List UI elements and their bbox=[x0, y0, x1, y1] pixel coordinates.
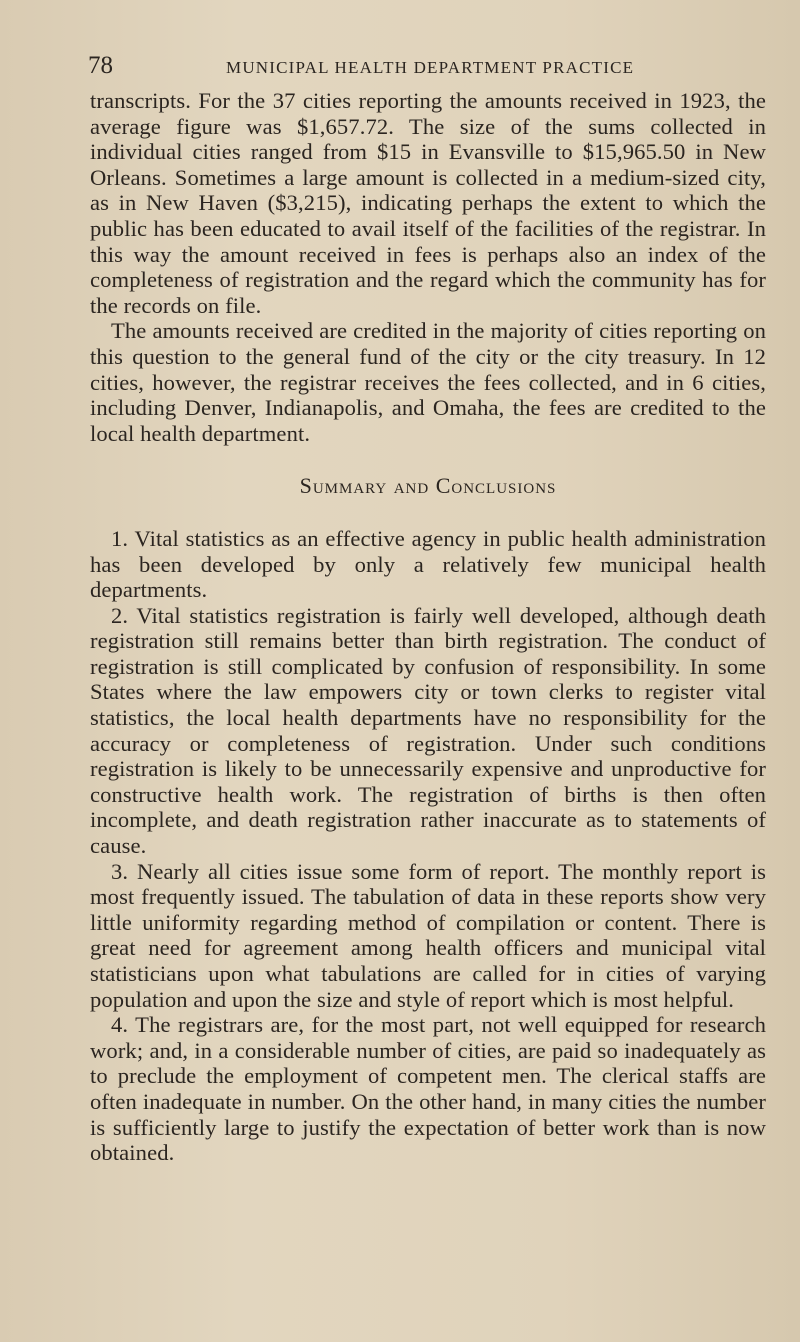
paragraph-fees-amounts: transcripts. For the 37 cities reporting the amounts received in 1923, the average figure was $1,657.72. The size of the sums collected in individual cities ranged from $15 in Evansville to $15,965.50 in New Orleans. Sometimes a large amount is collected in a medium-sized city, as in New Haven ($3,215), indicating perhaps the extent to which the public has been educated to avail itself of the facilities of the registrar. In this way the amount received in fees is perhaps also an index of the completeness of registration and the regard which the community has for the records on file. bbox=[90, 88, 766, 318]
conclusion-item-4: 4. The registrars are, for the most part, not well equipped for research work; and, in a considerable number of cities, are paid so inadequately as to preclude the employment of competent men. The clerical staffs are often inadequate in number. On the other hand, in many cities the number is sufficiently large to justify the expectation of better work than is now obtained. bbox=[90, 1012, 766, 1166]
body-text bbox=[90, 88, 766, 1166]
conclusion-item-1: 1. Vital statistics as an effective agency in public health administration has been developed by only a relatively few municipal health departments. bbox=[90, 525, 766, 603]
running-head bbox=[90, 52, 766, 82]
section-heading: Summary and Conclusions bbox=[299, 473, 557, 499]
paragraph-fees-credited: The amounts received are credited in the majority of cities reporting on this question to the general fund of the city or the city treasury. In 12 cities, however, the registrar receives the fees collected, and in 6 cities, including Denver, Indianapolis, and Omaha, the fees are credited to the local health department. bbox=[90, 318, 766, 446]
conclusion-item-2: 2. Vital statistics registration is fairly well developed, although death registration still remains better than birth registration. The conduct of registration is still complicated by confusion of responsibility. In some States where the law empowers city or town clerks to register vital statistics, the local health departments have no responsibility for the accuracy or completeness of registration. Under such conditions registration is likely to be unnecessarily expensive and unproductive for constructive health work. The registration of births is then often incomplete, and death registration rather inaccurate as to statements of cause. bbox=[90, 602, 766, 859]
book-page bbox=[90, 52, 766, 1166]
running-title: MUNICIPAL HEALTH DEPARTMENT PRACTICE bbox=[226, 58, 635, 77]
page-number: 78 bbox=[88, 52, 113, 79]
conclusion-item-3: 3. Nearly all cities issue some form of report. The monthly report is most frequently issued. The tabulation of data in these reports show very little uniformity regarding method of compilation or content. There is great need for agreement among health officers and municipal vital statisticians upon what tabulations are called for in cities of varying population and upon the size and style of report which is most helpful. bbox=[90, 858, 766, 1012]
